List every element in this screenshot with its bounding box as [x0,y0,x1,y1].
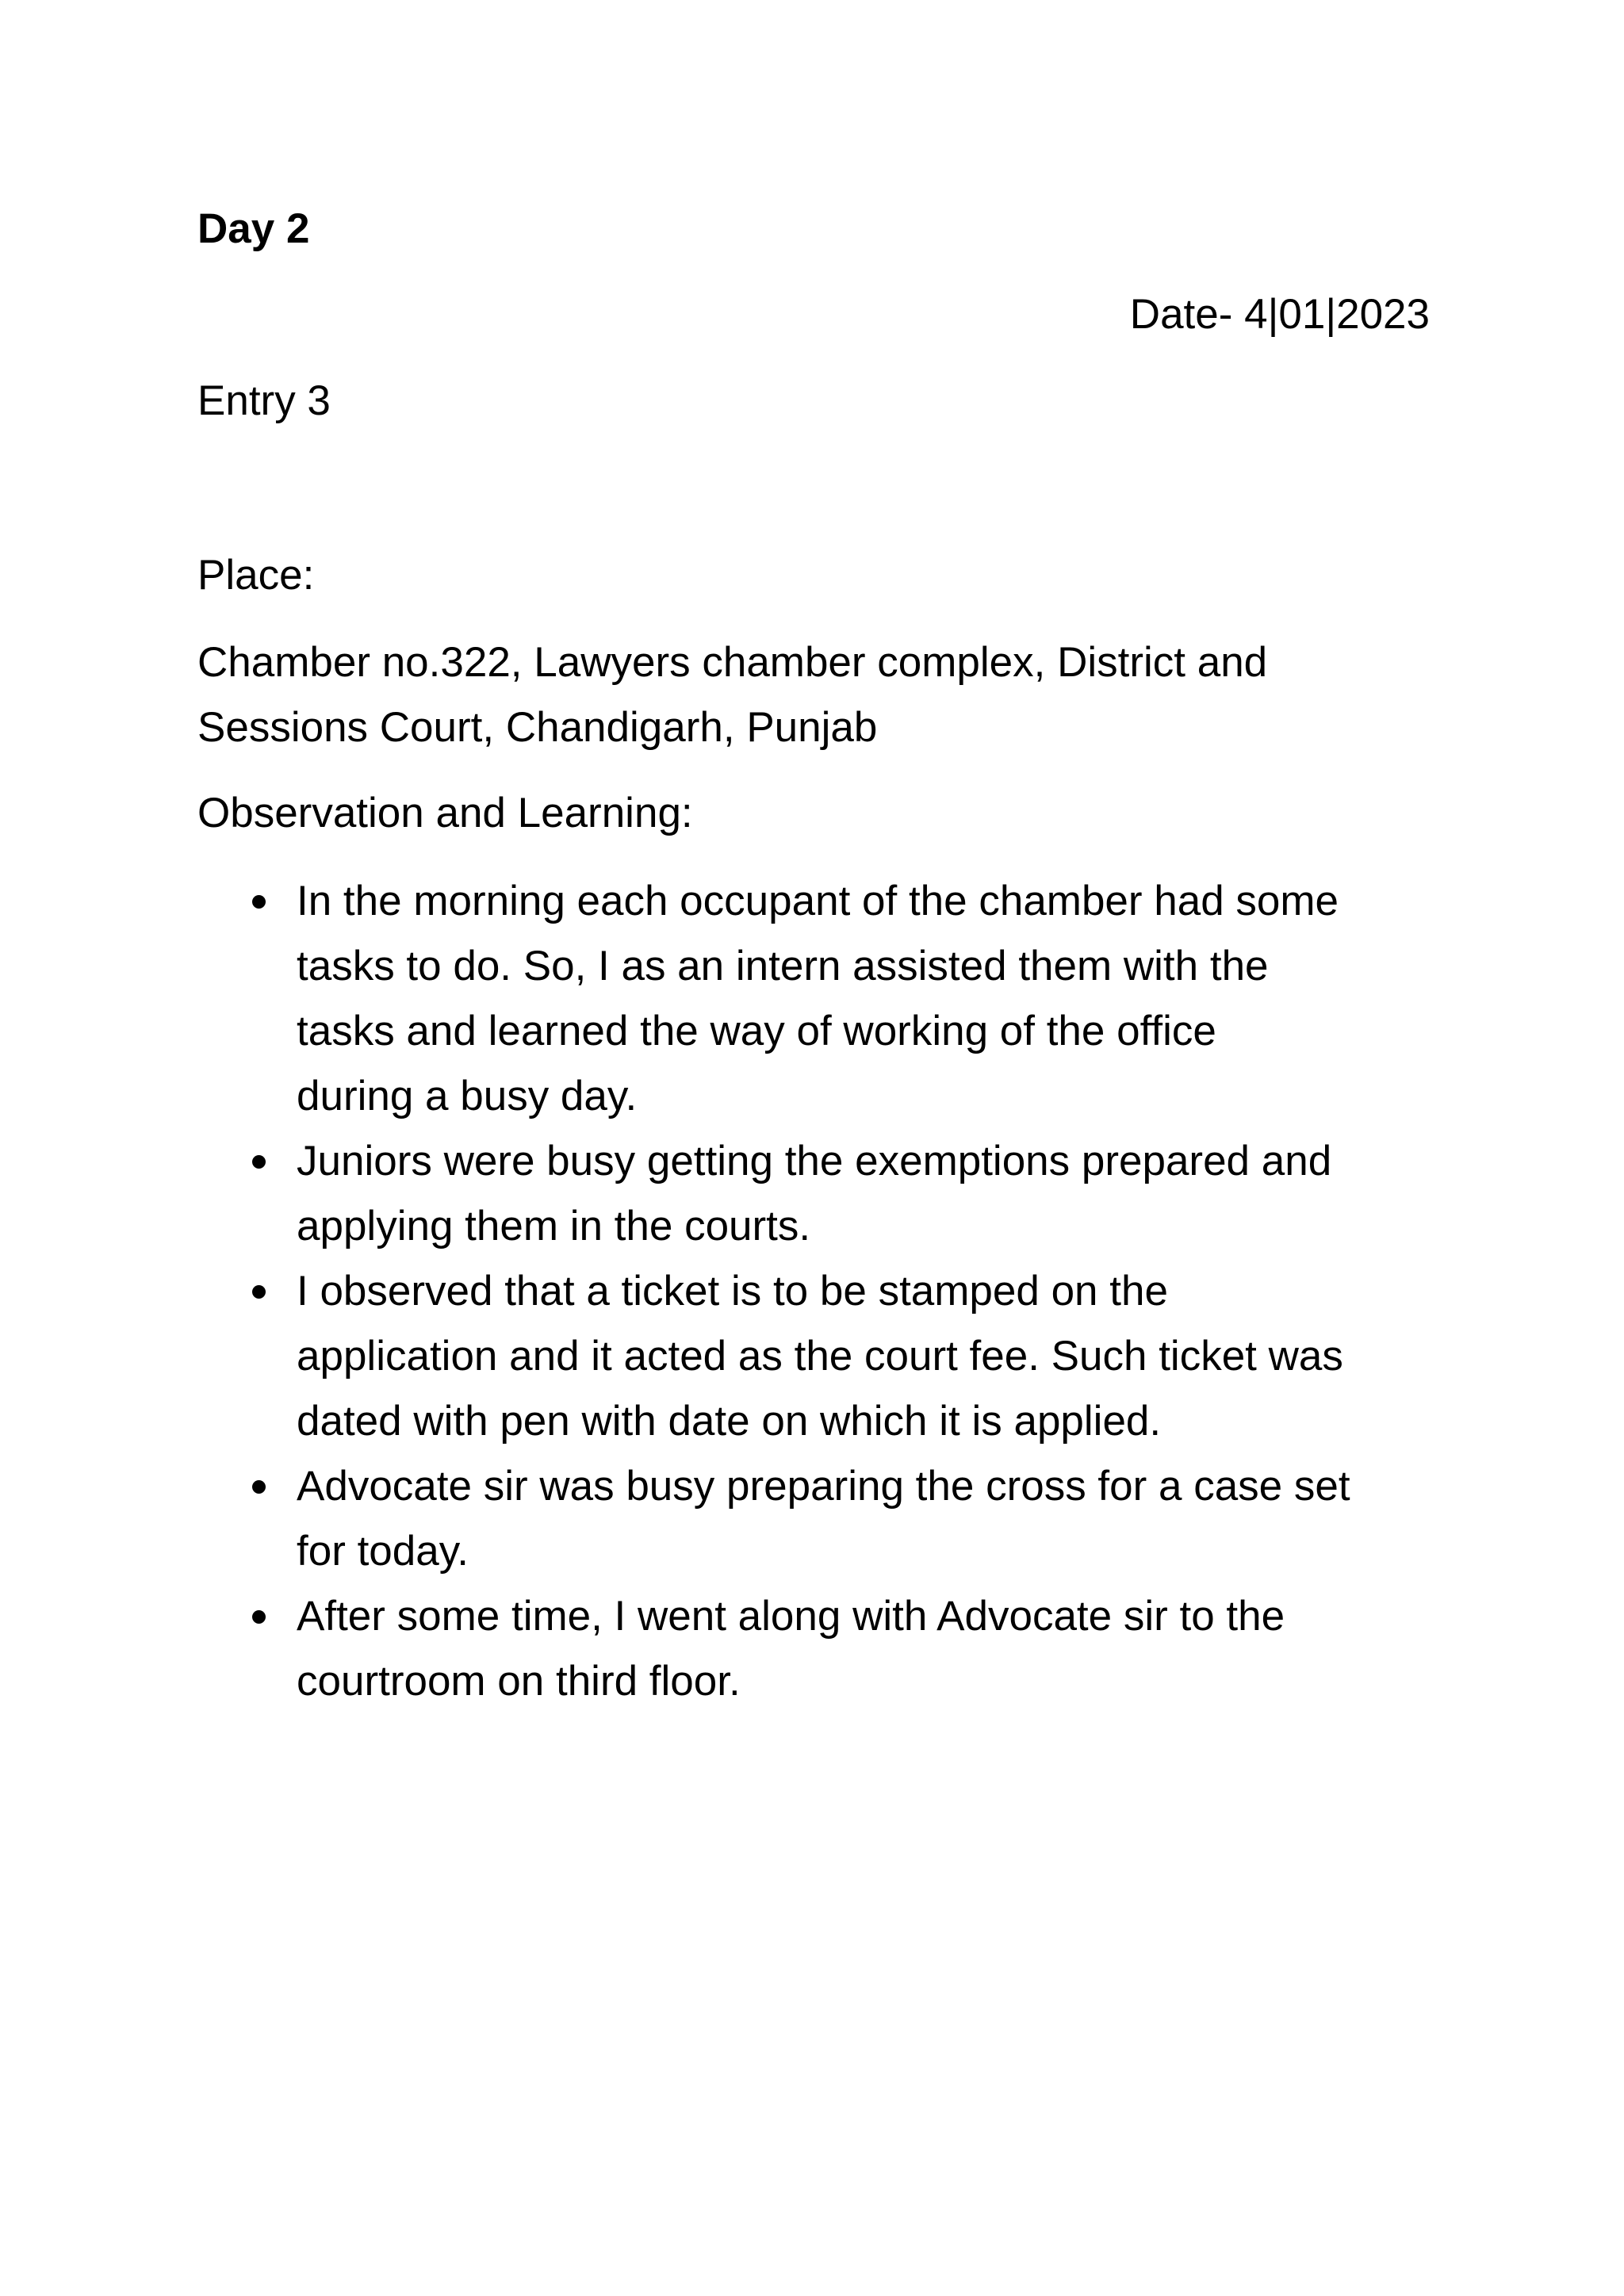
entry-date: Date- 4|01|2023 [1129,291,1430,338]
observation-item [0,1259,1438,1454]
bullet-icon [252,1610,266,1624]
observation-line: tasks to do. So, I as an intern assisted them with the [297,943,1269,989]
observation-line: In the morning each occupant of the chamber had some [297,878,1339,924]
place-value [197,630,1434,760]
observation-list [0,869,1624,1714]
observation-item [0,1454,1438,1584]
observation-line: applying them in the courts. [297,1203,811,1249]
bullet-icon [252,1480,266,1494]
place-label: Place: [197,552,315,599]
day-heading: Day 2 [197,205,310,252]
observation-line: during a busy day. [297,1073,638,1119]
observation-line: Advocate sir was busy preparing the cross for a case set [297,1463,1350,1510]
place-line-1: Chamber no.322, Lawyers chamber complex, District and [197,639,1268,686]
observation-line: Juniors were busy getting the exemptions prepared and [297,1138,1332,1184]
observation-line: for today. [297,1528,469,1575]
observation-label: Observation and Learning: [197,790,693,836]
bullet-icon [252,1155,266,1169]
observation-item [0,1584,1438,1714]
observation-item [0,869,1438,1129]
observation-line: dated with pen with date on which it is applied. [297,1398,1162,1445]
bullet-icon [252,1285,266,1299]
entry-number: Entry 3 [197,377,331,424]
observation-item [0,1129,1438,1259]
bullet-icon [252,895,266,909]
observation-line: After some time, I went along with Advocate sir to the [297,1593,1285,1640]
observation-line: I observed that a ticket is to be stamped on the [297,1268,1168,1314]
observation-line: tasks and learned the way of working of the office [297,1008,1216,1054]
observation-line: application and it acted as the court fee. Such ticket was [297,1333,1343,1380]
place-line-2: Sessions Court, Chandigarh, Punjab [197,704,878,751]
observation-line: courtroom on third floor. [297,1658,741,1705]
